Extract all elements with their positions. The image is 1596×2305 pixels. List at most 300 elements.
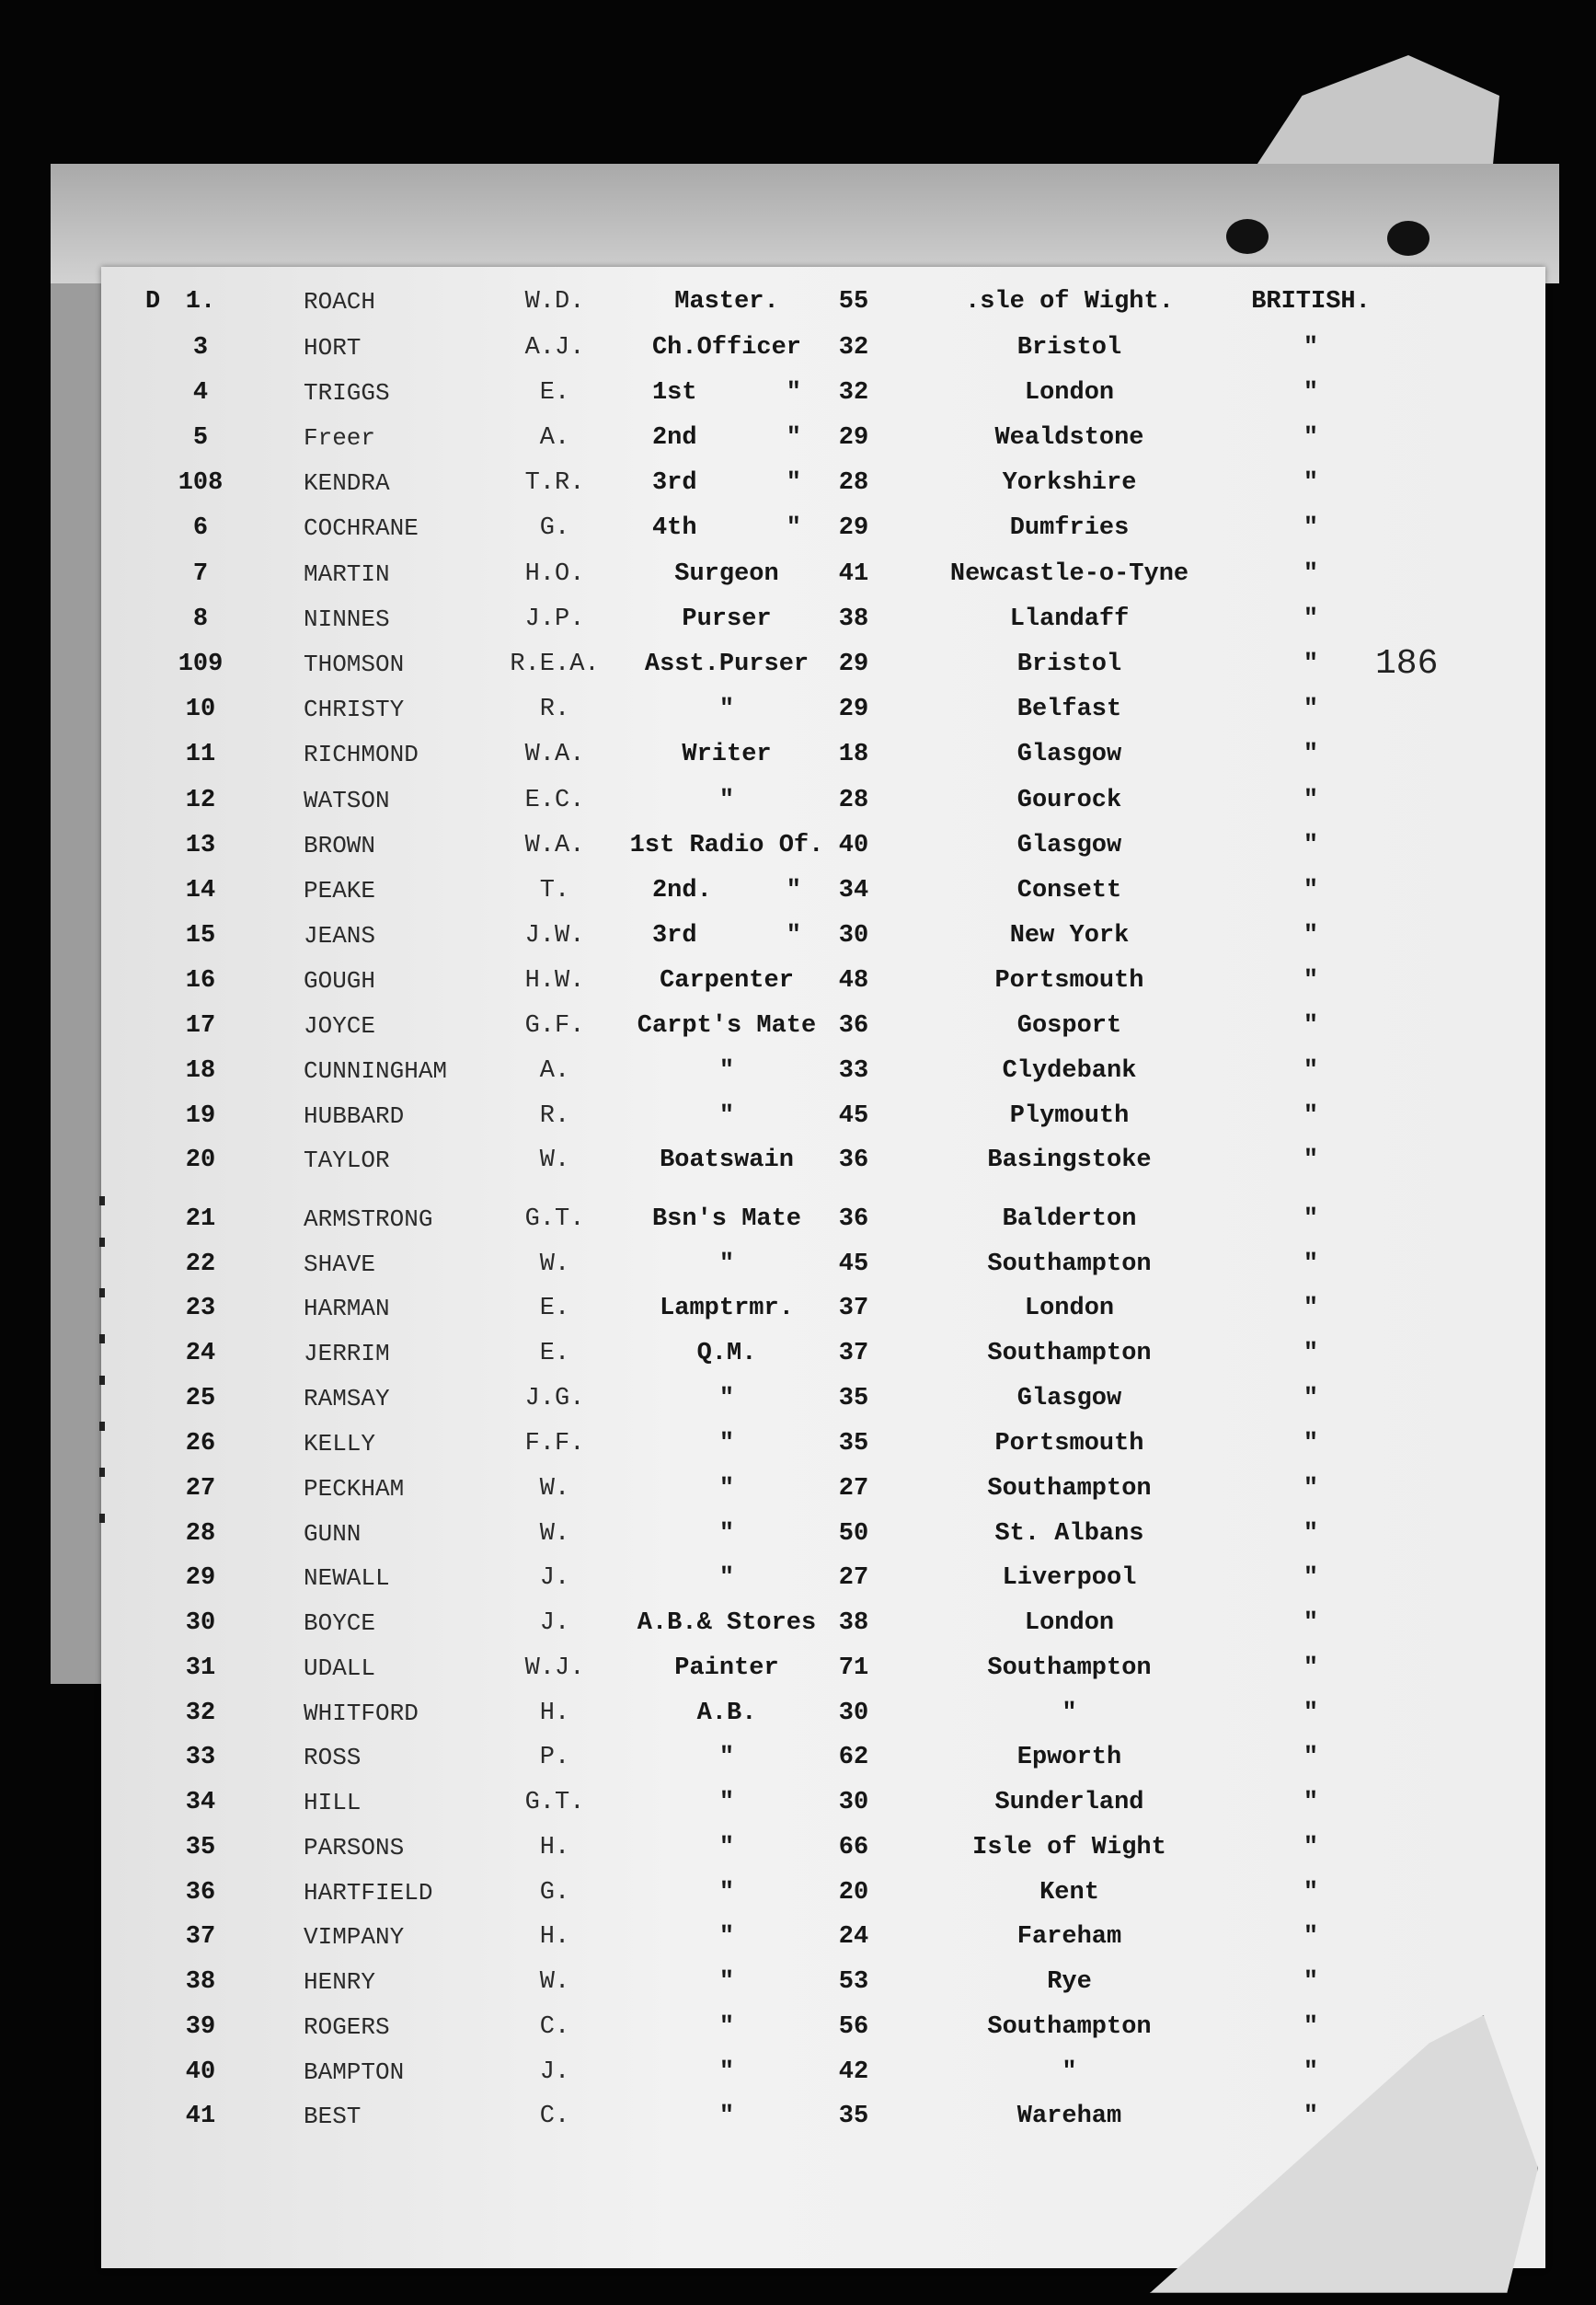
initials: W.: [539, 1520, 570, 1548]
row-number: 14: [185, 877, 216, 905]
rating: 2nd. ": [651, 877, 802, 905]
table-row: [0, 1333, 1596, 1374]
table-row: [0, 1378, 1596, 1419]
table-row: [0, 599, 1596, 640]
nationality: ": [1303, 1147, 1319, 1174]
row-number: 7: [192, 560, 209, 588]
surname: HENRY: [304, 1968, 376, 1996]
row-number: 37: [185, 1923, 216, 1951]
initials: E.: [539, 379, 570, 407]
initials: W.A.: [524, 741, 585, 768]
rating: Surgeon: [674, 560, 779, 588]
initials: A.: [539, 424, 570, 452]
row-number: 35: [185, 1834, 216, 1861]
initials: G.T.: [524, 1205, 585, 1233]
punch-hole: [1387, 221, 1430, 256]
row-number: 40: [185, 2058, 216, 2086]
row-number: 18: [185, 1057, 216, 1085]
address: Clydebank: [1002, 1057, 1137, 1085]
initials: T.R.: [524, 469, 585, 497]
age: 27: [838, 1475, 869, 1503]
age: 29: [838, 514, 869, 542]
address: Isle of Wight: [972, 1834, 1166, 1861]
age: 56: [838, 2013, 869, 2041]
nationality: ": [1303, 334, 1319, 362]
row-number: 27: [185, 1475, 216, 1503]
rating: ": [718, 1564, 735, 1592]
surname: RAMSAY: [304, 1385, 390, 1412]
address: Wareham: [1016, 2103, 1122, 2130]
age: 29: [838, 424, 869, 452]
nationality: ": [1303, 1340, 1319, 1367]
surname: GUNN: [304, 1520, 362, 1548]
address: London: [1024, 1295, 1115, 1322]
surname: ROSS: [304, 1744, 362, 1771]
address: Glasgow: [1016, 832, 1122, 859]
surname: VIMPANY: [304, 1923, 405, 1951]
rating: 3rd ": [651, 469, 802, 497]
age: 29: [838, 651, 869, 678]
age: 37: [838, 1295, 869, 1322]
nationality: ": [1303, 1520, 1319, 1548]
initials: E.: [539, 1340, 570, 1367]
row-number: 5: [192, 424, 209, 452]
row-number: 108: [178, 469, 224, 497]
initials: W.: [539, 1147, 570, 1174]
initials: J.P.: [524, 605, 585, 633]
address: Plymouth: [1009, 1102, 1130, 1130]
rating: 3rd ": [651, 922, 802, 950]
rating: Purser: [682, 605, 772, 633]
nationality: ": [1303, 1744, 1319, 1771]
rating: ": [718, 1057, 735, 1085]
row-number: 38: [185, 1968, 216, 1996]
address: Portsmouth: [994, 1430, 1144, 1458]
row-number: 29: [185, 1564, 216, 1592]
address: Glasgow: [1016, 1385, 1122, 1412]
rating: ": [718, 2103, 735, 2130]
surname: Freer: [304, 424, 376, 452]
nationality: ": [1303, 1057, 1319, 1085]
initials: A.J.: [524, 334, 585, 362]
surname: WHITFORD: [304, 1700, 419, 1727]
age: 37: [838, 1340, 869, 1367]
surname: SHAVE: [304, 1250, 376, 1278]
address: Glasgow: [1016, 741, 1122, 768]
address: Gourock: [1016, 787, 1122, 814]
age: 62: [838, 1744, 869, 1771]
address: Southampton: [987, 1250, 1152, 1278]
surname: WATSON: [304, 787, 390, 814]
age: 36: [838, 1012, 869, 1040]
age: 40: [838, 832, 869, 859]
rating: ": [718, 1968, 735, 1996]
table-row: [0, 1423, 1596, 1464]
table-row: [0, 1199, 1596, 1239]
age: 24: [838, 1923, 869, 1951]
surname: HILL: [304, 1789, 362, 1816]
row-number: 23: [185, 1295, 216, 1322]
table-row: [0, 1558, 1596, 1598]
nationality: ": [1303, 2103, 1319, 2130]
address: ": [1062, 2058, 1077, 2086]
table-row: [0, 373, 1596, 413]
surname: BOYCE: [304, 1609, 376, 1637]
rating: Painter: [674, 1654, 779, 1682]
nationality: ": [1303, 967, 1319, 995]
paper-top-edge: [51, 164, 1559, 283]
rating: Carpt's Mate: [637, 1012, 817, 1040]
surname: KENDRA: [304, 469, 390, 497]
surname: BAMPTON: [304, 2058, 405, 2086]
age: 36: [838, 1147, 869, 1174]
initials: H.O.: [524, 560, 585, 588]
age: 28: [838, 787, 869, 814]
address: Southampton: [987, 1340, 1152, 1367]
surname: KELLY: [304, 1430, 376, 1458]
nationality: ": [1303, 1834, 1319, 1861]
nationality: ": [1303, 651, 1319, 678]
initials: W.A.: [524, 832, 585, 859]
address: ": [1062, 1700, 1077, 1727]
nationality: BRITISH.: [1251, 288, 1371, 316]
table-row: [0, 1917, 1596, 1957]
surname: ARMSTRONG: [304, 1205, 433, 1233]
age: 28: [838, 469, 869, 497]
table-row: [0, 328, 1596, 368]
initials: F.F.: [524, 1430, 585, 1458]
row-number: 19: [185, 1102, 216, 1130]
rating: Bsn's Mate: [651, 1205, 802, 1233]
age: 27: [838, 1564, 869, 1592]
table-row: [0, 2096, 1596, 2137]
surname: RICHMOND: [304, 741, 419, 768]
row-number: 4: [192, 379, 209, 407]
surname: HUBBARD: [304, 1102, 405, 1130]
rating: ": [718, 1385, 735, 1412]
nationality: ": [1303, 379, 1319, 407]
nationality: ": [1303, 1700, 1319, 1727]
rating: 2nd ": [651, 424, 802, 452]
table-row: [0, 2052, 1596, 2092]
initials: H.: [539, 1923, 570, 1951]
age: 30: [838, 1700, 869, 1727]
rating: ": [718, 787, 735, 814]
rating: ": [718, 2058, 735, 2086]
age: 32: [838, 379, 869, 407]
initials: R.: [539, 696, 570, 723]
row-number: 6: [192, 514, 209, 542]
rating: ": [718, 1923, 735, 1951]
age: 45: [838, 1102, 869, 1130]
row-number: 36: [185, 1879, 216, 1907]
table-row: [0, 644, 1596, 685]
surname: UDALL: [304, 1654, 376, 1682]
nationality: ": [1303, 1430, 1319, 1458]
address: Portsmouth: [994, 967, 1144, 995]
initials: G.: [539, 514, 570, 542]
table-row: [0, 961, 1596, 1001]
table-row: [0, 780, 1596, 821]
initials: G.T.: [524, 1789, 585, 1816]
rating: ": [718, 1475, 735, 1503]
rating: 1st Radio Of.: [629, 832, 824, 859]
table-row: [0, 1827, 1596, 1868]
table-row: [0, 870, 1596, 911]
row-number: 13: [185, 832, 216, 859]
address: Consett: [1016, 877, 1122, 905]
age: 30: [838, 922, 869, 950]
row-number: 10: [185, 696, 216, 723]
table-row: [0, 1693, 1596, 1734]
row-number: 3: [192, 334, 209, 362]
rating: Lamptrmr.: [660, 1295, 794, 1322]
address: Llandaff: [1009, 605, 1130, 633]
initials: W.J.: [524, 1654, 585, 1682]
table-row: [0, 1737, 1596, 1778]
row-number: 21: [185, 1205, 216, 1233]
surname: JEANS: [304, 922, 376, 950]
nationality: ": [1303, 1205, 1319, 1233]
initials: H.: [539, 1834, 570, 1861]
surname: TRIGGS: [304, 379, 390, 407]
initials: R.: [539, 1102, 570, 1130]
age: 35: [838, 2103, 869, 2130]
rating: Boatswain: [660, 1147, 794, 1174]
table-row: [0, 1051, 1596, 1091]
row-number: 1.: [185, 288, 216, 316]
age: 36: [838, 1205, 869, 1233]
table-row: [0, 1782, 1596, 1823]
nationality: ": [1303, 1789, 1319, 1816]
surname: COCHRANE: [304, 514, 419, 542]
initials: W.: [539, 1968, 570, 1996]
age: 71: [838, 1654, 869, 1682]
surname: MARTIN: [304, 560, 390, 588]
surname: JOYCE: [304, 1012, 376, 1040]
age: 48: [838, 967, 869, 995]
age: 50: [838, 1520, 869, 1548]
nationality: ": [1303, 1879, 1319, 1907]
initials: A.: [539, 1057, 570, 1085]
rating: ": [718, 1789, 735, 1816]
nationality: ": [1303, 832, 1319, 859]
row-number: 34: [185, 1789, 216, 1816]
address: Southampton: [987, 1654, 1152, 1682]
table-row: [0, 1603, 1596, 1643]
table-row: [0, 1514, 1596, 1554]
nationality: ": [1303, 787, 1319, 814]
table-row: [0, 1648, 1596, 1688]
initials: C.: [539, 2013, 570, 2041]
rating: 4th ": [651, 514, 802, 542]
age: 34: [838, 877, 869, 905]
surname: HARMAN: [304, 1295, 390, 1322]
age: 53: [838, 1968, 869, 1996]
rating: ": [718, 696, 735, 723]
table-row: [0, 2007, 1596, 2047]
rating: ": [718, 1834, 735, 1861]
surname: NEWALL: [304, 1564, 390, 1592]
age: 66: [838, 1834, 869, 1861]
rating: Carpenter: [660, 967, 794, 995]
address: Belfast: [1016, 696, 1122, 723]
row-number: 109: [178, 651, 224, 678]
address: Bristol: [1016, 334, 1122, 362]
table-row: [0, 282, 1596, 322]
row-number: 17: [185, 1012, 216, 1040]
table-row: [0, 689, 1596, 730]
table-row: [0, 1096, 1596, 1136]
initials: J.: [539, 1609, 570, 1637]
nationality: ": [1303, 1295, 1319, 1322]
surname: ROACH: [304, 288, 376, 316]
nationality: ": [1303, 1102, 1319, 1130]
surname: PEAKE: [304, 877, 376, 905]
initials: E.: [539, 1295, 570, 1322]
nationality: ": [1303, 2013, 1319, 2041]
row-number: 11: [185, 741, 216, 768]
table-row: [0, 1962, 1596, 2002]
address: Southampton: [987, 2013, 1152, 2041]
row-number: 20: [185, 1147, 216, 1174]
nationality: ": [1303, 1250, 1319, 1278]
row-number: 15: [185, 922, 216, 950]
address: Newcastle-o-Tyne: [949, 560, 1189, 588]
nationality: ": [1303, 1968, 1319, 1996]
row-number: 8: [192, 605, 209, 633]
initials: G.F.: [524, 1012, 585, 1040]
row-number: 16: [185, 967, 216, 995]
age: 42: [838, 2058, 869, 2086]
punch-hole: [1226, 219, 1269, 254]
rating: Q.M.: [696, 1340, 757, 1367]
nationality: ": [1303, 469, 1319, 497]
initials: J.G.: [524, 1385, 585, 1412]
rating: 1st ": [651, 379, 802, 407]
table-row: [0, 418, 1596, 458]
address: New York: [1009, 922, 1130, 950]
age: 30: [838, 1789, 869, 1816]
table-row: [0, 1244, 1596, 1285]
rating: ": [718, 2013, 735, 2041]
table-row: [0, 463, 1596, 503]
table-row: [0, 825, 1596, 866]
nationality: ": [1303, 922, 1319, 950]
surname: TAYLOR: [304, 1147, 390, 1174]
initials: H.W.: [524, 967, 585, 995]
nationality: ": [1303, 1609, 1319, 1637]
nationality: ": [1303, 877, 1319, 905]
rating: Writer: [682, 741, 772, 768]
age: 18: [838, 741, 869, 768]
address: .sle of Wight.: [965, 288, 1174, 316]
row-section: D: [145, 288, 161, 316]
address: London: [1024, 1609, 1115, 1637]
surname: PECKHAM: [304, 1475, 405, 1503]
surname: PARSONS: [304, 1834, 405, 1861]
surname: GOUGH: [304, 967, 376, 995]
address: Bristol: [1016, 651, 1122, 678]
surname: THOMSON: [304, 651, 405, 678]
nationality: ": [1303, 2058, 1319, 2086]
table-row: [0, 508, 1596, 548]
surname: CHRISTY: [304, 696, 405, 723]
address: London: [1024, 379, 1115, 407]
age: 35: [838, 1430, 869, 1458]
rating: ": [718, 1744, 735, 1771]
row-number: 24: [185, 1340, 216, 1367]
nationality: ": [1303, 1923, 1319, 1951]
row-number: 31: [185, 1654, 216, 1682]
surname: BROWN: [304, 832, 376, 859]
rating: A.B.& Stores: [637, 1609, 817, 1637]
row-number: 22: [185, 1250, 216, 1278]
initials: P.: [539, 1744, 570, 1771]
nationality: ": [1303, 560, 1319, 588]
initials: C.: [539, 2103, 570, 2130]
nationality: ": [1303, 1475, 1319, 1503]
table-row: [0, 734, 1596, 775]
nationality: ": [1303, 1654, 1319, 1682]
surname: HORT: [304, 334, 362, 362]
rating: ": [718, 1430, 735, 1458]
initials: T.: [539, 877, 570, 905]
address: Balderton: [1002, 1205, 1137, 1233]
surname: ROGERS: [304, 2013, 390, 2041]
rating: ": [718, 1102, 735, 1130]
age: 55: [838, 288, 869, 316]
address: Rye: [1047, 1968, 1092, 1996]
initials: J.W.: [524, 922, 585, 950]
nationality: ": [1303, 1564, 1319, 1592]
initials: H.: [539, 1700, 570, 1727]
address: Wealdstone: [994, 424, 1144, 452]
rating: ": [718, 1879, 735, 1907]
rating: ": [718, 1250, 735, 1278]
row-number: 26: [185, 1430, 216, 1458]
age: 35: [838, 1385, 869, 1412]
age: 38: [838, 605, 869, 633]
address: Southampton: [987, 1475, 1152, 1503]
nationality: ": [1303, 424, 1319, 452]
address: Liverpool: [1002, 1564, 1137, 1592]
page-number: 186: [1375, 644, 1439, 684]
table-row: [0, 1006, 1596, 1046]
row-number: 12: [185, 787, 216, 814]
initials: G.: [539, 1879, 570, 1907]
table-row: [0, 1873, 1596, 1913]
row-number: 28: [185, 1520, 216, 1548]
row-number: 32: [185, 1700, 216, 1727]
initials: J.: [539, 1564, 570, 1592]
rating: Ch.Officer: [651, 334, 802, 362]
nationality: ": [1303, 741, 1319, 768]
address: Epworth: [1016, 1744, 1122, 1771]
address: Gosport: [1016, 1012, 1122, 1040]
rating: Asst.Purser: [644, 651, 809, 678]
table-row: [0, 554, 1596, 594]
address: Basingstoke: [987, 1147, 1152, 1174]
surname: NINNES: [304, 605, 390, 633]
rating: A.B.: [696, 1700, 757, 1727]
initials: J.: [539, 2058, 570, 2086]
address: Sunderland: [994, 1789, 1144, 1816]
address: Fareham: [1016, 1923, 1122, 1951]
table-row: [0, 916, 1596, 956]
surname: BEST: [304, 2103, 362, 2130]
table-row: [0, 1469, 1596, 1509]
